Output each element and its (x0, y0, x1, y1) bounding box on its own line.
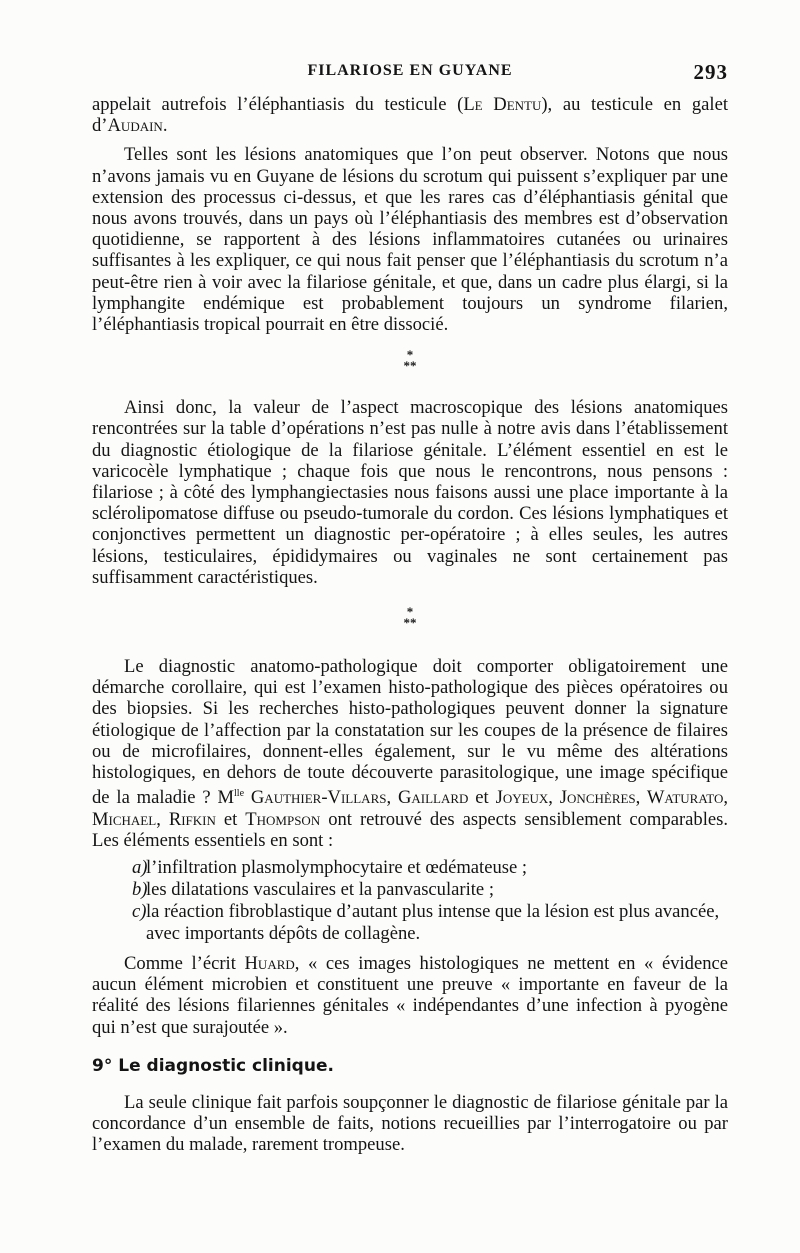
paragraph-4: Le diagnostic anatomo-pathologique doit comporter obligatoirement une démarche corollaire, qui est l’examen histo-pathologique des pièces opératoires ou des biopsies. Si les recherches histo-pathologiques peuvent donner la signature étiologique de l’affection par la constatation sur les coupes de la présence de filaires ou de microfilaires, donnent-elles également, sur le vu même des altérations histologiques, en dehors de toute découverte parasitologique, une image spécifique de la maladie ? $M^{lle}$ Gauthier-Villars, Gaillard et Joyeux, Jonchères, Waturato, Michael, Rifkin et Thompson ont retrouvé des aspects sensiblement comparables. Les éléments essentiels en sont : (92, 656, 729, 851)
list-item: a) l’infiltration plasmolymphocytaire et œdémateuse ; (132, 857, 528, 879)
paragraph-2: Telles sont les lésions anatomiques que l’on peut observer. Notons que nous n’avons jamais vu en Guyane de lésions du scrotum qui puissent s’expliquer par une extension des processus ci-dessus, et que les rares cas d’éléphantiasis génital que nous avons trouvés, dans un pays où l’éléphantiasis des membres est d’observation quotidienne, se rapportent à des lésions inflammatoires cutanées ou urinaires suffisantes à les expliquer, ce qui nous fait penser que l’éléphantiasis du scrotum n’a peut-être rien à voir avec la filariose génitale, et que, dans un cadre plus élargi, si la lymphangite endémique est probablement toujours un syndrome filarien, l’éléphantiasis tropical pourrait en être dissocié. (92, 144, 728, 336)
page-number: 293 (693, 60, 728, 84)
list-item: c) la réaction fibroblastique d’autant plus intense que la lésion est plus avancée, avec importants dépôts de collagène. (132, 901, 720, 945)
paragraph-5: Comme l’écrit Huard, « ces images histologiques ne mettent en « évidence aucun élément microbien et constituent une preuve « importante en faveur de la réalité des lésions filariennes génitales « indépendantes d’une infection à pyogène qui n’est que surajoutée ». (92, 953, 729, 1038)
asterism-2: * ** (403, 604, 417, 631)
paragraph-3: Ainsi donc, la valeur de l’aspect macroscopique des lésions anatomiques rencontrées sur la table d’opérations n’est pas nulle à notre avis dans l’établissement du diagnostic étiologique de la filariose génitale. L’élément essentiel en est le varicocèle lymphatique ; chaque fois que nous le rencontrons, nous pensons : filariose ; à côté des lymphangiectasies nous faisons aussi une place importante à la sclérolipomatose diffuse ou pseudo-tumorale du cordon. Ces lésions lymphatiques et conjonctives permettent un diagnostic per-opératoire ; à elles seules, les autres lésions, testiculaires, épididymaires ou vaginales ne sont certainement pas suffisamment caractéristiques. (92, 397, 728, 588)
paragraph-6: La seule clinique fait parfois soupçonner le diagnostic de filariose génitale par la concordance d’un ensemble de faits, notions recueillies par l’interrogatoire ou par l’examen du malade, rarement trompeuse. (92, 1091, 728, 1156)
book-page (92, 58, 728, 1156)
running-title: FILARIOSE EN GUYANE (307, 62, 513, 79)
lesion-list (92, 857, 728, 945)
section-heading: 9° Le diagnostic clinique. (92, 1055, 334, 1076)
running-head (92, 58, 728, 94)
asterism-1: * ** (403, 347, 417, 374)
paragraph-1: appelait autrefois l’éléphantiasis du testicule (Le Dentu), au testicule en galet d’Audain. (92, 94, 729, 137)
list-item: b) les dilatations vasculaires et la panvascularite ; (132, 879, 494, 901)
